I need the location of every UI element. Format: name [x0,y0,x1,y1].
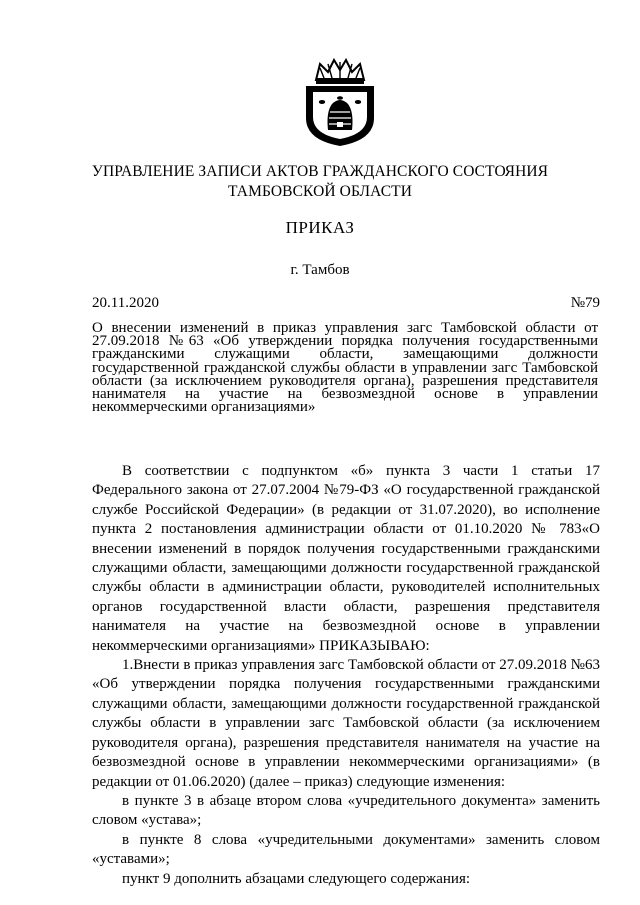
issuing-organization [40,162,600,202]
preamble-paragraph: В соответствии с подпунктом «б» пункта 3 части 1 статьи 17 Федерального закона от 27.07.2004 №79-ФЗ «О государственной гражданской службе Российской Федерации» (в редакции от 31.07.2020), во исполнение пункта 2 постановления администрации области от 01.10.2020 № 783«О внесении изменений в порядок получения государственными гражданскими служащими области, замещающими должности государственной гражданской службы области в администрации области, руководителей исполнительных органов государственной власти области, разрешения представителя нанимателя на участие на безвозмездной основе в управлении некоммерческими организациями» ПРИКАЗЫВАЮ: [92,463,600,654]
order-body [92,462,600,889]
item-point-3-paragraph: в пункте 3 в абзаце втором слова «учредительного документа» заменить словом «устава»; [92,792,600,829]
order-subject: О внесении изменений в приказ управления загс Тамбовской области от 27.09.2018 №63 «Об утверждении порядка получения государственными гражданскими служащими области, замещающими должности государственной гражданской службы области в управлении загс Тамбовской области (за исключением руководителя органа), разрешения представителя нанимателя на участие на безвозмездной основе в управлении некоммерческими организациями» [92,320,598,416]
document-type: ПРИКАЗ [285,218,355,237]
city: г. Тамбов [290,262,350,278]
org-line-1: УПРАВЛЕНИЕ ЗАПИСИ АКТОВ ГРАЖДАНСКОГО СОСТОЯНИЯ [91,163,549,180]
item-1-paragraph: 1.Внести в приказ управления загс Тамбовской области от 27.09.2018 №63 «Об утверждении порядка получения государственными гражданскими служащими области, замещающими должности государственной гражданской службы области в управлении загс Тамбовской области (за исключением руководителя органа), разрешения представителя нанимателя на участие на безвозмездной основе в управлении некоммерческими организациями» (в редакции от 01.06.2020) (далее – приказ) следующие изменения: [92,657,600,790]
org-line-2: ТАМБОВСКОЙ ОБЛАСТИ [228,183,412,200]
item-point-8-paragraph: в пункте 8 слова «учредительными документами» заменить словом «уставами»; [92,831,600,868]
tambov-coat-of-arms-icon [302,56,378,148]
item-point-9-paragraph: пункт 9 дополнить абзацами следующего содержания: [122,870,471,887]
document-date: 20.11.2020 [92,295,159,311]
document-number: №79 [570,295,600,311]
